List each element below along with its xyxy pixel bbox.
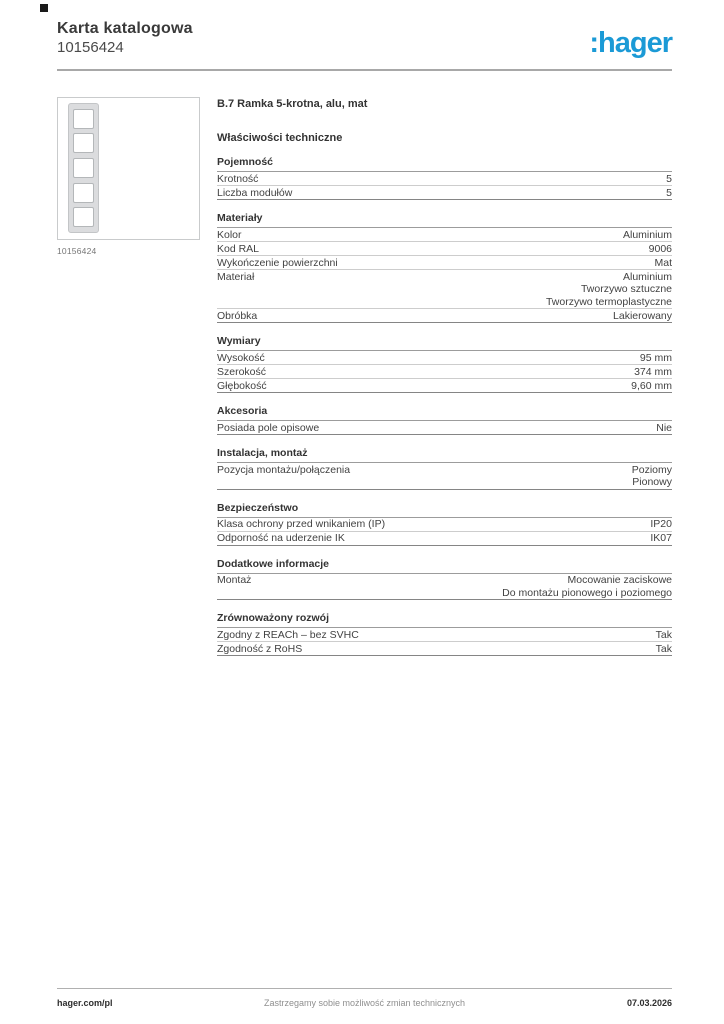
spec-section: [217, 212, 672, 323]
spec-section-title: Pojemność: [217, 156, 672, 172]
spec-row: [217, 365, 672, 379]
spec-value: 5: [666, 186, 672, 199]
spec-label: Obróbka: [217, 309, 258, 322]
spec-value: 95 mm: [639, 351, 672, 364]
footer-date: 07.03.2026: [626, 998, 672, 1008]
content: [57, 97, 672, 656]
spec-value: Tak: [655, 628, 672, 641]
spec-values: [631, 380, 672, 393]
spec-value: Do montażu pionowego i poziomego: [502, 586, 672, 599]
spec-label: Klasa ochrony przed wnikaniem (IP): [217, 518, 386, 530]
spec-label: Montaż: [217, 574, 252, 586]
spec-values: [656, 422, 672, 435]
spec-values: [666, 187, 672, 200]
footer-row: [57, 989, 672, 1008]
spec-row: [217, 256, 672, 270]
spec-section: [217, 335, 672, 393]
frame-opening: [73, 158, 94, 178]
spec-row: [217, 463, 672, 490]
spec-value: Nie: [656, 421, 672, 434]
spec-section: [217, 558, 672, 601]
frame-opening: [73, 183, 94, 203]
spec-value: Lakierowany: [613, 309, 672, 322]
spec-section-title: Zrównoważony rozwój: [217, 612, 672, 628]
spec-section-title: Materiały: [217, 212, 672, 228]
spec-values: [650, 532, 672, 545]
spec-label: Kolor: [217, 228, 242, 241]
spec-values: [640, 352, 672, 365]
frame-5-gang-graphic: [68, 103, 99, 233]
spec-label: Posiada pole opisowe: [217, 421, 320, 434]
product-title: B.7 Ramka 5-krotna, alu, mat: [217, 98, 368, 110]
spec-values: [623, 229, 672, 242]
spec-label: Wykończenie powierzchni: [217, 256, 338, 269]
spec-label: Kod RAL: [217, 242, 260, 255]
spec-label: Odporność na uderzenie IK: [217, 532, 345, 544]
spec-value: 374 mm: [634, 365, 672, 378]
spec-section-title: Bezpieczeństwo: [217, 502, 672, 518]
spec-values: [632, 464, 672, 489]
spec-section: [217, 447, 672, 490]
spec-values: [666, 173, 672, 186]
product-image: [57, 97, 200, 240]
spec-values: [654, 257, 672, 270]
spec-row: [217, 421, 672, 435]
spec-label: Liczba modułów: [217, 186, 293, 199]
spec-row: [217, 642, 672, 656]
spec-value: Tworzywo sztuczne: [580, 283, 672, 295]
spec-values: [613, 310, 672, 323]
footer-website-link[interactable]: hager.com/pl: [57, 998, 113, 1008]
spec-section: [217, 156, 672, 200]
spec-value: Pionowy: [632, 476, 672, 488]
spec-section: [217, 405, 672, 435]
spec-value: Tworzywo termoplastyczne: [545, 295, 672, 308]
spec-row: [217, 379, 672, 393]
spec-value: 9006: [648, 242, 672, 255]
spec-sections: [217, 156, 672, 656]
spec-value: 5: [666, 172, 672, 185]
header: [57, 0, 672, 59]
spec-value: Mat: [654, 256, 672, 269]
spec-values: [656, 629, 672, 642]
print-mark: [40, 4, 48, 12]
specs-heading: Właściwości techniczne: [217, 132, 343, 144]
spec-row: [217, 574, 672, 601]
spec-row: [217, 309, 672, 323]
spec-values: [656, 643, 672, 656]
spec-value: Aluminium: [622, 270, 672, 283]
product-image-caption: 10156424: [57, 246, 97, 256]
frame-opening: [73, 133, 94, 153]
spec-label: Zgodny z REACh – bez SVHC: [217, 628, 359, 641]
spec-value: 9,60 mm: [631, 379, 672, 392]
spec-label: Krotność: [217, 172, 259, 185]
spec-row: [217, 228, 672, 242]
spec-section-title: Dodatkowe informacje: [217, 558, 672, 574]
footer: [57, 988, 672, 1008]
spec-section: [217, 612, 672, 656]
spec-label: Wysokość: [217, 351, 265, 364]
spec-value: Tak: [655, 642, 672, 655]
spec-section: [217, 502, 672, 546]
spec-label: Szerokość: [217, 365, 267, 378]
spec-row: [217, 532, 672, 546]
spec-label: Głębokość: [217, 379, 267, 392]
spec-label: Pozycja montażu/połączenia: [217, 463, 351, 476]
frame-opening: [73, 207, 94, 227]
spec-label: Materiał: [217, 270, 255, 283]
spec-value: IP20: [650, 518, 672, 530]
spec-value: Poziomy: [631, 463, 672, 476]
spec-row: [217, 351, 672, 365]
spec-row: [217, 518, 672, 532]
spec-label: Zgodność z RoHS: [217, 642, 303, 655]
spec-values: [634, 366, 672, 379]
spec-section-title: Wymiary: [217, 335, 672, 351]
spec-row: [217, 186, 672, 200]
spec-row: [217, 242, 672, 256]
product-image-column: [57, 97, 217, 656]
header-titles: [57, 20, 193, 56]
document-reference: 10156424: [57, 39, 124, 56]
frame-opening: [73, 109, 94, 129]
spec-row: [217, 270, 672, 309]
spec-value: IK07: [650, 532, 672, 544]
document-title: Karta katalogowa: [57, 20, 193, 37]
spec-values: [650, 518, 672, 531]
spec-row: [217, 628, 672, 642]
footer-disclaimer: Zastrzegamy sobie możliwość zmian technicznych: [263, 998, 466, 1008]
spec-value: Mocowanie zaciskowe: [567, 574, 672, 586]
spec-value: Aluminium: [622, 228, 672, 241]
spec-row: [217, 172, 672, 186]
spec-values: [502, 574, 672, 599]
spec-section-title: Akcesoria: [217, 405, 672, 421]
spec-values: [546, 271, 672, 309]
spec-values: [649, 243, 672, 256]
header-divider: [57, 69, 672, 71]
spec-section-title: Instalacja, montaż: [217, 447, 672, 463]
product-details: [217, 97, 672, 656]
hager-logo: :hager: [589, 27, 672, 59]
